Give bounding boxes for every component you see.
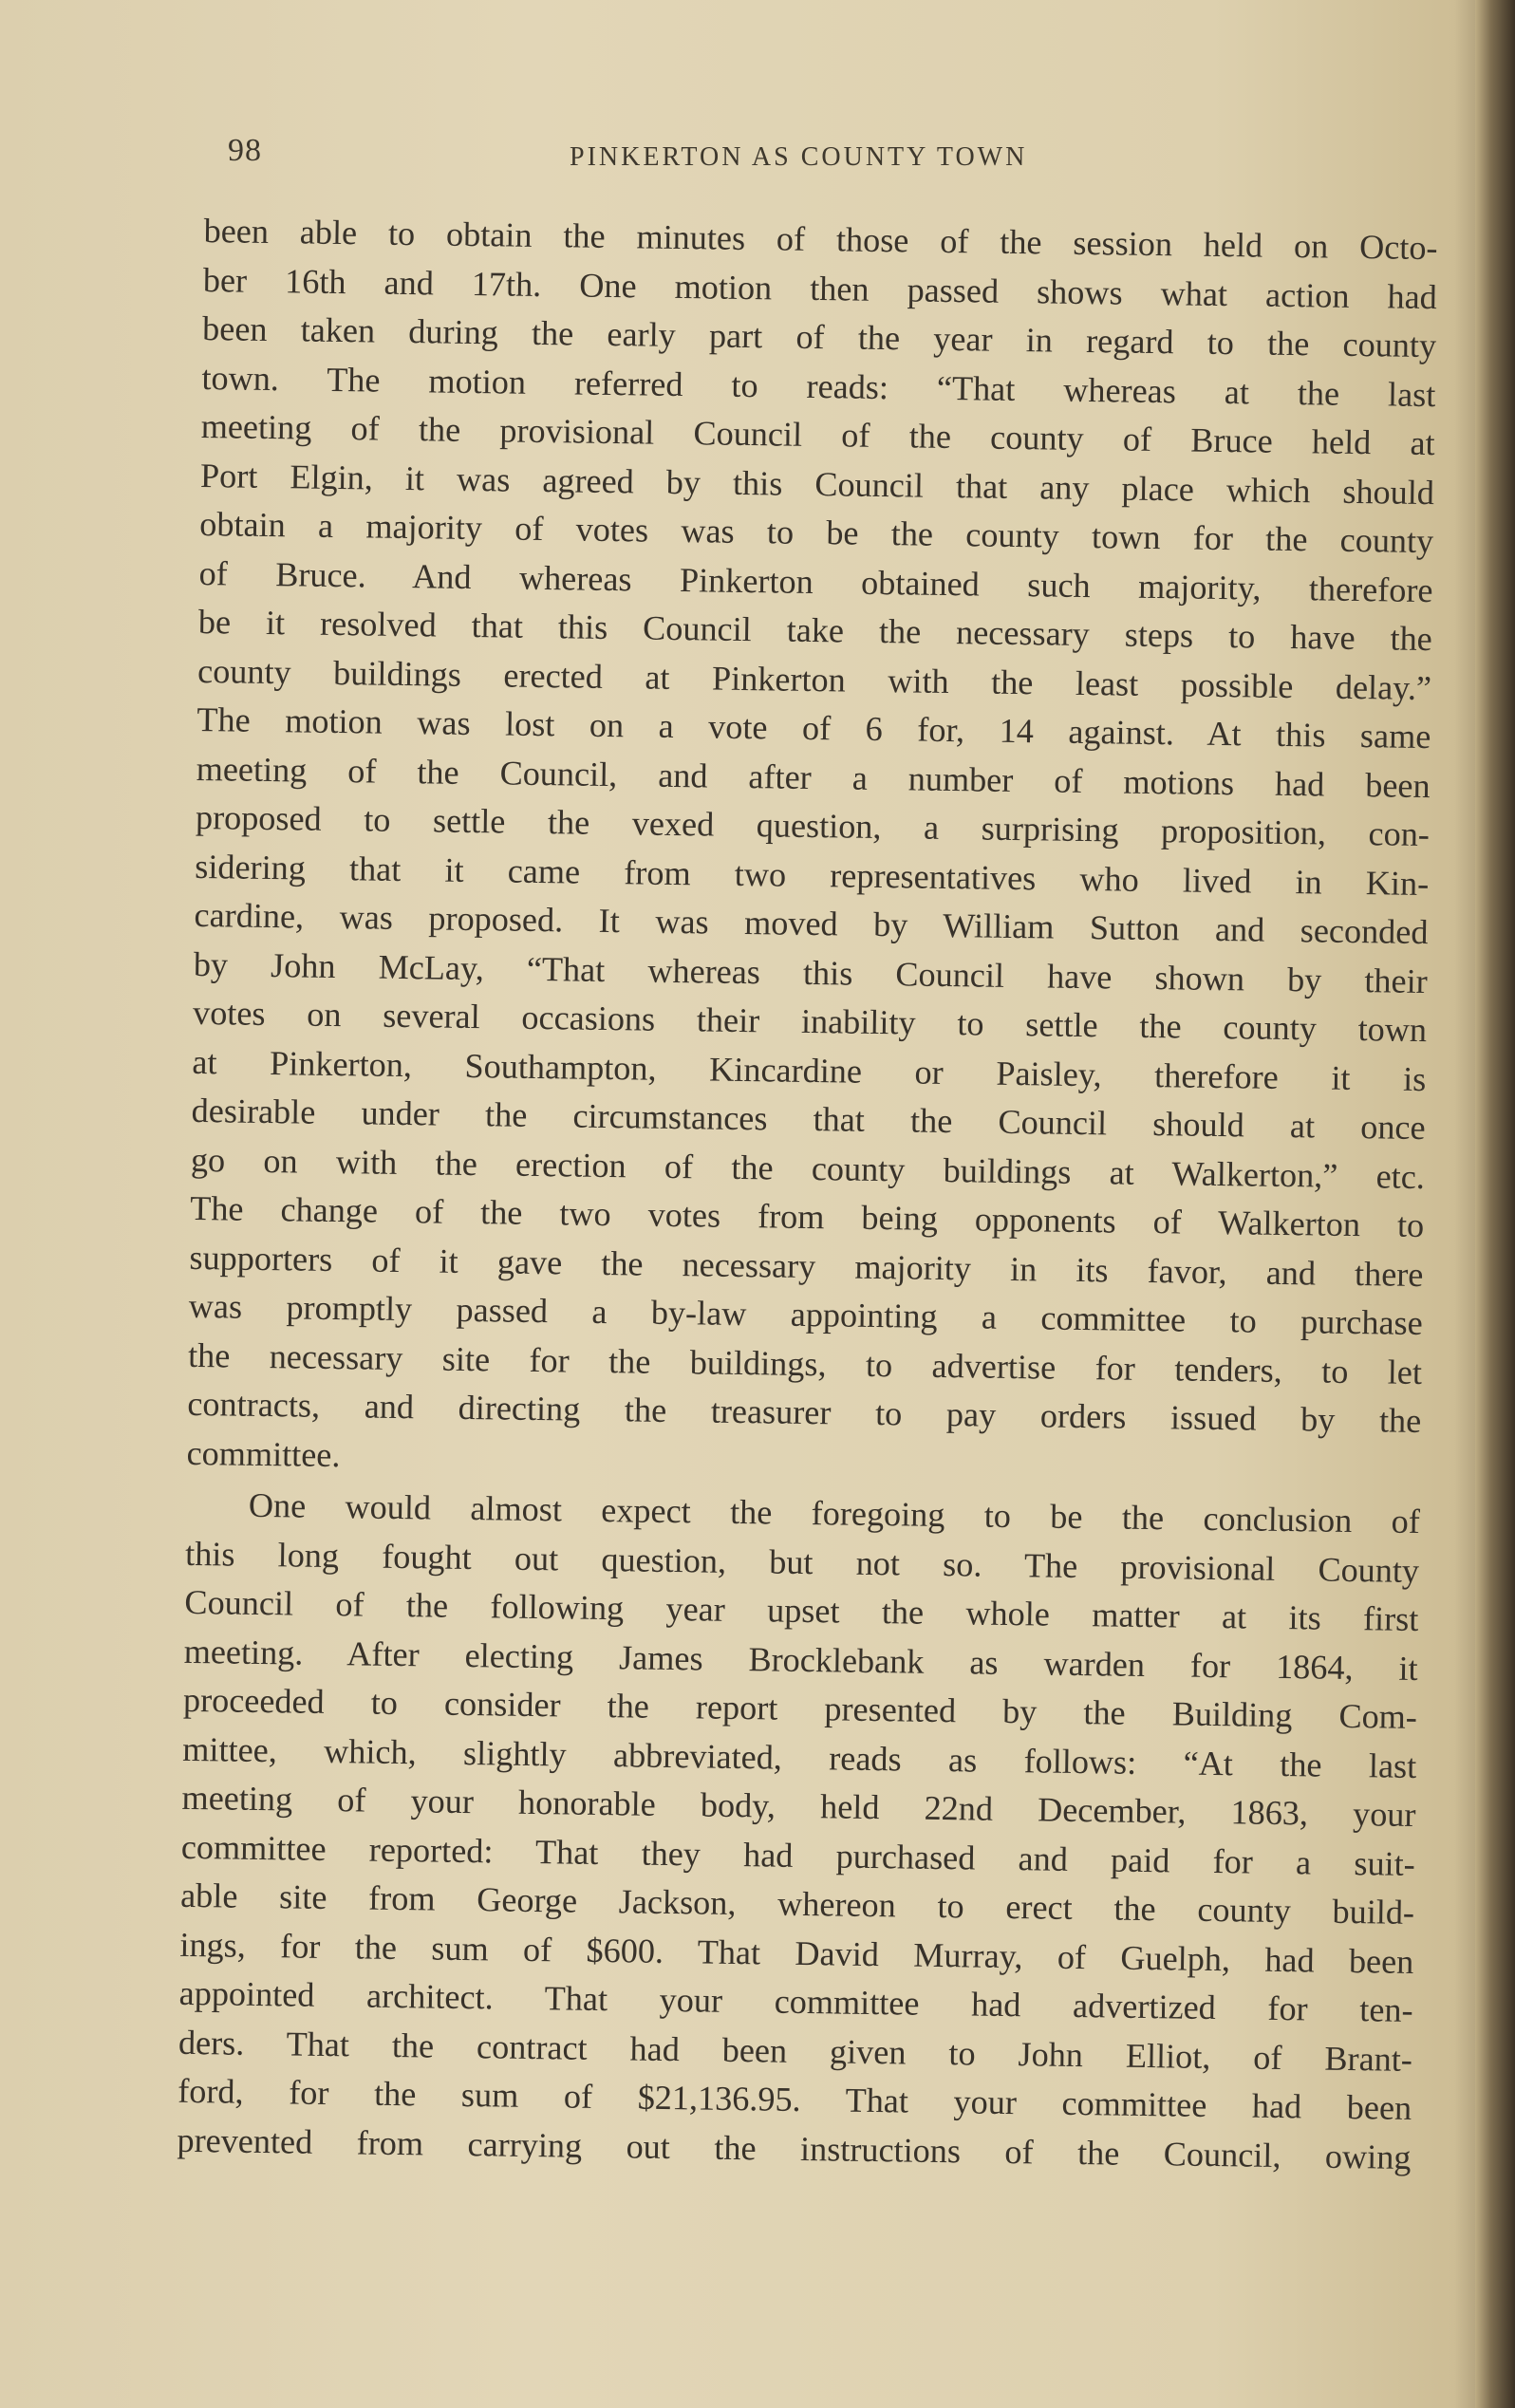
text-line: The change of the two votes from being opponents of Walkerton to — [189, 1188, 1425, 1245]
text-line: meeting. After electing James Brocklebank as warden for 1864, it — [183, 1632, 1418, 1688]
text-line: committee. — [186, 1433, 341, 1474]
text-line: ings, for the sum of $600. That David Murray, of Guelph, had been — [179, 1925, 1414, 1981]
text-line: ford, for the sum of $21,136.95. That your committee had been — [178, 2071, 1412, 2127]
running-title: PINKERTON AS COUNTY TOWN — [570, 142, 1028, 172]
text-line: was promptly passed a by-law appointing a committee to purchase — [188, 1286, 1423, 1343]
text-line: prevented from carrying out the instructions of the Council, owing — [177, 2120, 1412, 2176]
text-line: the necessary site for the buildings, to advertise for tenders, to let — [187, 1335, 1423, 1391]
text-line: town. The motion referred to reads: “That whereas at the last — [201, 358, 1436, 414]
text-line: obtain a majority of votes was to be the county town for the county — [199, 504, 1434, 561]
text-line: county buildings erected at Pinkerton with the least possible delay.” — [196, 651, 1432, 707]
text-line: One would almost expect the foregoing to be the conclusion of — [248, 1485, 1421, 1541]
text-line: able site from George Jackson, whereon to erect the county build- — [179, 1876, 1415, 1932]
text-line: committee reported: That they had purchased and paid for a suit- — [180, 1827, 1416, 1883]
text-line: been able to obtain the minutes of those of the session held on Octo- — [203, 211, 1438, 268]
text-line: proceeded to consider the report presented by the Building Com- — [182, 1680, 1418, 1736]
text-line: Port Elgin, it was agreed by this Council that any place which should — [199, 456, 1435, 512]
text-line: meeting of your honorable body, held 22nd December, 1863, your — [181, 1778, 1416, 1834]
paragraph-2 — [177, 1481, 1420, 2182]
text-line: appointed architect. That your committee had advertized for ten- — [178, 1973, 1413, 2029]
text-line: The motion was lost on a vote of 6 for, 14 against. At this same — [196, 700, 1431, 756]
text-line: be it resolved that this Council take the necessary steps to have the — [197, 602, 1433, 659]
text-line: votes on several occasions their inability to settle the county town — [192, 993, 1428, 1050]
text-line: desirable under the circumstances that the Council should at once — [191, 1091, 1426, 1148]
page-number: 98 — [228, 133, 262, 168]
text-line: this long fought out question, but not so. The provisional County — [184, 1534, 1420, 1590]
text-line: cardine, was proposed. It was moved by William Sutton and seconded — [194, 895, 1429, 952]
text-line: proposed to settle the vexed question, a surprising proposition, con- — [195, 797, 1431, 854]
text-line: ders. That the contract had been given to John Elliot, of Brant- — [178, 2023, 1413, 2079]
text-line: contracts, and directing the treasurer to pay orders issued by the — [187, 1384, 1422, 1441]
text-line: by John McLay, “That whereas this Council have shown by their — [193, 944, 1429, 1000]
text-line: go on with the erection of the county buildings at Walkerton,” etc. — [190, 1140, 1426, 1196]
text-line: meeting of the provisional Council of the county of Bruce held at — [200, 406, 1435, 463]
text-line: Council of the following year upset the whole matter at its first — [184, 1582, 1419, 1639]
text-line: sidering that it came from two representatives who lived in Kin- — [195, 847, 1430, 903]
body-text — [177, 207, 1438, 2182]
page-header — [228, 133, 1395, 190]
text-line: mittee, which, slightly abbreviated, reads as follows: “At the last — [182, 1729, 1417, 1785]
text-line: ber 16th and 17th. One motion then passed shows what action had — [202, 260, 1438, 316]
paragraph-1 — [186, 207, 1438, 1495]
text-line: at Pinkerton, Southampton, Kincardine or Paisley, therefore it is — [192, 1042, 1427, 1098]
text-line: been taken during the early part of the year in regard to the county — [201, 308, 1437, 365]
text-line: of Bruce. And whereas Pinkerton obtained such majority, therefore — [198, 553, 1433, 609]
text-line: meeting of the Council, and after a number of motions had been — [196, 749, 1431, 805]
page-gutter-shadow — [1475, 0, 1515, 2408]
text-line: supporters of it gave the necessary majority in its favor, and there — [189, 1238, 1424, 1294]
